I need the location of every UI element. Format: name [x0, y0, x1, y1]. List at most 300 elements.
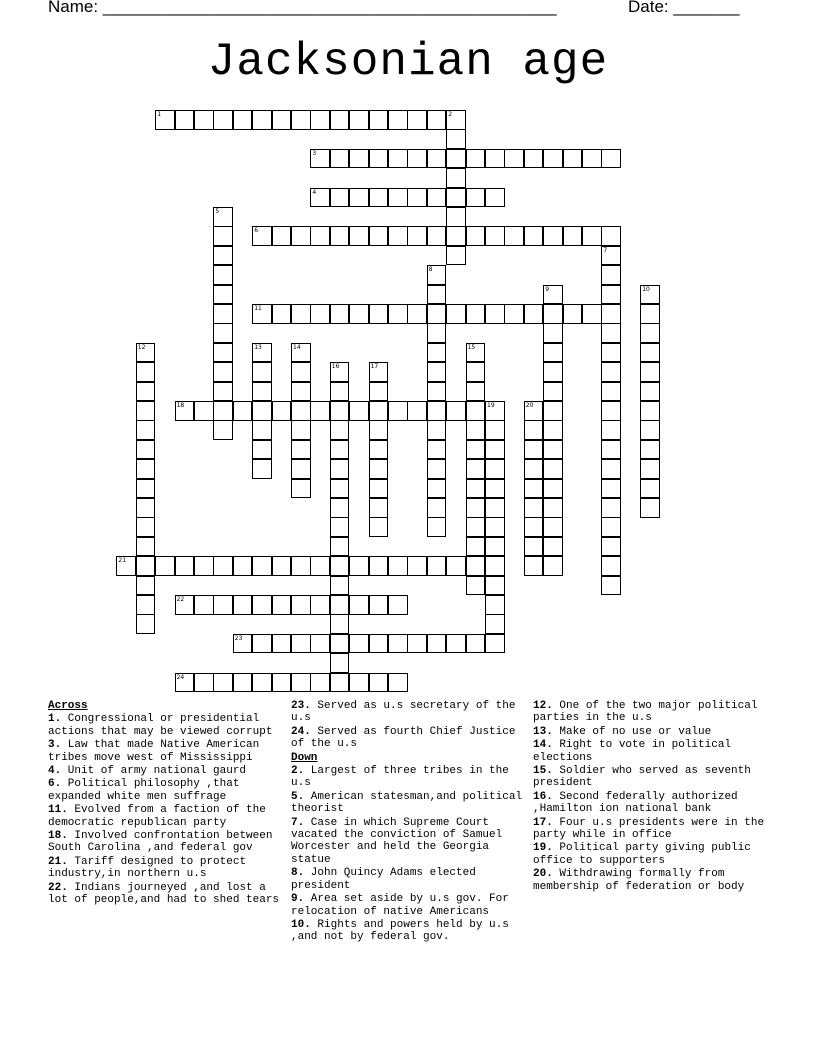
grid-cell[interactable] [427, 149, 447, 169]
grid-cell[interactable] [330, 226, 350, 246]
grid-cell[interactable] [291, 110, 311, 130]
grid-cell[interactable] [601, 556, 621, 576]
grid-cell[interactable] [466, 362, 486, 382]
grid-cell[interactable] [601, 517, 621, 537]
grid-cell[interactable] [233, 595, 253, 615]
grid-cell[interactable] [369, 498, 389, 518]
grid-cell[interactable] [330, 614, 350, 634]
grid-cell[interactable] [155, 556, 175, 576]
grid-cell[interactable] [330, 382, 350, 402]
grid-cell[interactable] [466, 556, 486, 576]
grid-cell[interactable] [543, 440, 563, 460]
grid-cell[interactable] [369, 188, 389, 208]
grid-cell[interactable] [310, 110, 330, 130]
grid-cell[interactable] [136, 576, 156, 596]
grid-cell[interactable] [330, 634, 350, 654]
grid-cell[interactable] [543, 459, 563, 479]
grid-cell[interactable] [136, 595, 156, 615]
grid-cell[interactable] [524, 149, 544, 169]
grid-cell[interactable] [330, 517, 350, 537]
grid-cell[interactable] [252, 673, 272, 693]
grid-cell[interactable] [543, 498, 563, 518]
grid-cell[interactable] [136, 440, 156, 460]
grid-cell[interactable] [407, 149, 427, 169]
grid-cell[interactable] [446, 246, 466, 266]
grid-cell[interactable] [427, 343, 447, 363]
grid-cell[interactable] [427, 401, 447, 421]
grid-cell[interactable] [601, 420, 621, 440]
grid-cell[interactable] [485, 304, 505, 324]
grid-cell[interactable] [291, 226, 311, 246]
grid-cell[interactable] [524, 226, 544, 246]
grid-cell[interactable] [485, 576, 505, 596]
grid-cell[interactable] [601, 226, 621, 246]
grid-cell[interactable] [466, 401, 486, 421]
grid-cell[interactable] [310, 595, 330, 615]
grid-cell[interactable] [446, 304, 466, 324]
grid-cell[interactable] [369, 226, 389, 246]
grid-cell[interactable] [485, 634, 505, 654]
grid-cell[interactable] [330, 537, 350, 557]
grid-cell[interactable] [640, 323, 660, 343]
grid-cell[interactable] [330, 498, 350, 518]
grid-cell[interactable] [640, 498, 660, 518]
grid-cell[interactable] [388, 149, 408, 169]
grid-cell[interactable] [233, 673, 253, 693]
grid-cell[interactable] [213, 343, 233, 363]
grid-cell[interactable] [427, 382, 447, 402]
grid-cell[interactable] [213, 110, 233, 130]
grid-cell[interactable] [543, 401, 563, 421]
grid-cell[interactable] [485, 226, 505, 246]
grid-cell[interactable] [194, 110, 214, 130]
grid-cell[interactable] [446, 149, 466, 169]
grid-cell[interactable] [330, 420, 350, 440]
grid-cell[interactable] [136, 517, 156, 537]
grid-cell[interactable] [310, 673, 330, 693]
grid-cell[interactable] [213, 246, 233, 266]
grid-cell[interactable] [524, 498, 544, 518]
grid-cell[interactable] [446, 188, 466, 208]
grid-cell[interactable] [466, 459, 486, 479]
grid-cell[interactable] [349, 401, 369, 421]
grid-cell[interactable] [388, 226, 408, 246]
grid-cell[interactable] [504, 226, 524, 246]
grid-cell[interactable] [466, 517, 486, 537]
grid-cell[interactable] [136, 556, 156, 576]
grid-cell[interactable] [504, 149, 524, 169]
grid-cell[interactable] [427, 226, 447, 246]
grid-cell[interactable] [543, 420, 563, 440]
grid-cell[interactable] [272, 226, 292, 246]
grid-cell[interactable] [233, 556, 253, 576]
clue-down-15 [533, 765, 768, 790]
grid-cell[interactable] [330, 673, 350, 693]
grid-cell[interactable] [252, 110, 272, 130]
grid-cell[interactable] [252, 556, 272, 576]
clue-number: 12. [533, 700, 553, 712]
grid-cell[interactable] [601, 285, 621, 305]
grid-cell[interactable] [485, 149, 505, 169]
grid-cell[interactable] [310, 556, 330, 576]
grid-cell[interactable] [601, 479, 621, 499]
grid-cell[interactable] [466, 226, 486, 246]
grid-cell[interactable] [194, 673, 214, 693]
grid-cell[interactable] [213, 556, 233, 576]
grid-cell[interactable] [233, 401, 253, 421]
grid-cell[interactable] [407, 226, 427, 246]
grid-cell[interactable] [446, 226, 466, 246]
grid-cell[interactable] [310, 401, 330, 421]
grid-cell[interactable] [330, 440, 350, 460]
grid-cell[interactable] [213, 323, 233, 343]
grid-cell[interactable] [388, 304, 408, 324]
grid-cell[interactable] [213, 382, 233, 402]
grid-cell[interactable] [485, 556, 505, 576]
grid-cell[interactable] [330, 653, 350, 673]
grid-cell[interactable] [524, 440, 544, 460]
grid-cell[interactable] [543, 479, 563, 499]
grid-cell[interactable] [601, 537, 621, 557]
grid-cell[interactable] [291, 595, 311, 615]
grid-cell[interactable] [446, 634, 466, 654]
grid-cell[interactable] [272, 595, 292, 615]
grid-cell[interactable] [175, 110, 195, 130]
grid-cell[interactable] [330, 595, 350, 615]
grid-cell[interactable] [466, 634, 486, 654]
grid-cell[interactable] [427, 323, 447, 343]
grid-cell[interactable] [136, 498, 156, 518]
grid-cell[interactable] [543, 382, 563, 402]
grid-cell[interactable] [369, 382, 389, 402]
clue-text: Evolved from a faction of the democratic republican party [48, 804, 266, 829]
grid-cell[interactable] [330, 459, 350, 479]
grid-cell[interactable] [543, 517, 563, 537]
grid-cell[interactable] [485, 420, 505, 440]
grid-cell[interactable] [640, 401, 660, 421]
grid-cell[interactable] [407, 634, 427, 654]
grid-cell[interactable] [601, 304, 621, 324]
grid-cell[interactable] [291, 401, 311, 421]
grid-cell[interactable] [194, 556, 214, 576]
grid-cell[interactable] [252, 595, 272, 615]
grid-cell[interactable] [466, 382, 486, 402]
grid-cell[interactable] [601, 382, 621, 402]
grid-cell[interactable] [485, 537, 505, 557]
grid-cell[interactable] [446, 401, 466, 421]
grid-cell[interactable] [349, 149, 369, 169]
grid-cell[interactable] [466, 440, 486, 460]
grid-cell[interactable] [330, 110, 350, 130]
grid-cell[interactable] [543, 362, 563, 382]
grid-cell[interactable] [213, 673, 233, 693]
grid-cell[interactable] [640, 479, 660, 499]
grid-cell[interactable] [466, 304, 486, 324]
grid-cell[interactable] [291, 440, 311, 460]
grid-cell[interactable] [252, 459, 272, 479]
grid-cell[interactable] [369, 459, 389, 479]
grid-cell[interactable] [543, 556, 563, 576]
grid-cell[interactable] [213, 420, 233, 440]
grid-cell[interactable] [407, 110, 427, 130]
grid-cell[interactable] [466, 479, 486, 499]
grid-cell[interactable] [136, 537, 156, 557]
clue-across-22 [48, 882, 280, 907]
grid-cell[interactable] [291, 479, 311, 499]
grid-cell[interactable] [213, 401, 233, 421]
grid-cell[interactable] [310, 634, 330, 654]
grid-cell[interactable] [427, 188, 447, 208]
grid-cell[interactable] [407, 188, 427, 208]
grid-cell[interactable] [601, 459, 621, 479]
grid-cell[interactable] [330, 188, 350, 208]
grid-cell[interactable] [388, 595, 408, 615]
grid-cell[interactable] [136, 614, 156, 634]
grid-cell[interactable] [252, 440, 272, 460]
grid-cell[interactable] [485, 498, 505, 518]
grid-cell[interactable] [640, 420, 660, 440]
clue-across-6 [48, 778, 280, 803]
grid-cell[interactable] [252, 401, 272, 421]
grid-cell[interactable] [601, 343, 621, 363]
clue-text: Law that made Native American tribes move west of Mississippi [48, 739, 260, 764]
clue-number: 14. [533, 739, 553, 752]
grid-cell[interactable] [446, 207, 466, 227]
grid-cell[interactable] [543, 537, 563, 557]
grid-cell[interactable] [213, 362, 233, 382]
clue-text: Tariff designed to protect industry,in northern u.s [48, 855, 247, 881]
grid-cell[interactable] [640, 343, 660, 363]
grid-cell[interactable] [330, 149, 350, 169]
grid-cell[interactable] [582, 226, 602, 246]
grid-cell[interactable] [563, 304, 583, 324]
grid-cell[interactable] [369, 673, 389, 693]
grid-cell[interactable] [427, 459, 447, 479]
grid-cell[interactable] [330, 401, 350, 421]
grid-cell[interactable] [349, 188, 369, 208]
grid-cell[interactable] [369, 304, 389, 324]
grid-cell[interactable] [446, 129, 466, 149]
grid-cell[interactable] [330, 479, 350, 499]
clue-number-label: 8 [428, 266, 433, 274]
grid-cell[interactable] [640, 304, 660, 324]
grid-cell[interactable] [252, 382, 272, 402]
grid-cell[interactable] [369, 420, 389, 440]
grid-cell[interactable] [213, 265, 233, 285]
clue-number: 2. [291, 765, 305, 778]
grid-cell[interactable] [349, 110, 369, 130]
grid-cell[interactable] [601, 401, 621, 421]
grid-cell[interactable] [543, 323, 563, 343]
grid-cell[interactable] [291, 459, 311, 479]
grid-cell[interactable] [213, 304, 233, 324]
clue-number-label: 4 [312, 188, 317, 196]
grid-cell[interactable] [349, 673, 369, 693]
grid-cell[interactable] [524, 517, 544, 537]
grid-cell[interactable] [504, 304, 524, 324]
grid-cell[interactable] [524, 537, 544, 557]
clue-number: 3. [48, 739, 62, 752]
grid-cell[interactable] [349, 595, 369, 615]
grid-cell[interactable] [427, 556, 447, 576]
grid-cell[interactable] [466, 576, 486, 596]
grid-cell[interactable] [543, 343, 563, 363]
grid-cell[interactable] [310, 304, 330, 324]
grid-cell[interactable] [640, 440, 660, 460]
grid-cell[interactable] [252, 634, 272, 654]
grid-cell[interactable] [194, 401, 214, 421]
grid-cell[interactable] [136, 362, 156, 382]
grid-cell[interactable] [272, 556, 292, 576]
grid-cell[interactable] [601, 440, 621, 460]
grid-cell[interactable] [252, 420, 272, 440]
grid-cell[interactable] [291, 304, 311, 324]
grid-cell[interactable] [213, 285, 233, 305]
grid-cell[interactable] [485, 517, 505, 537]
grid-cell[interactable] [291, 634, 311, 654]
grid-cell[interactable] [466, 498, 486, 518]
grid-cell[interactable] [466, 537, 486, 557]
grid-cell[interactable] [272, 634, 292, 654]
grid-cell[interactable] [388, 556, 408, 576]
grid-cell[interactable] [601, 323, 621, 343]
grid-cell[interactable] [175, 556, 195, 576]
grid-cell[interactable] [543, 304, 563, 324]
grid-cell[interactable] [485, 440, 505, 460]
grid-cell[interactable] [369, 149, 389, 169]
grid-cell[interactable] [136, 382, 156, 402]
grid-cell[interactable] [563, 226, 583, 246]
grid-cell[interactable] [466, 188, 486, 208]
grid-cell[interactable] [407, 401, 427, 421]
grid-cell[interactable] [427, 304, 447, 324]
grid-cell[interactable] [601, 576, 621, 596]
clue-text: Largest of three tribes in the u.s [291, 765, 509, 790]
grid-cell[interactable] [388, 188, 408, 208]
clue-number-label: 16 [331, 363, 340, 371]
grid-cell[interactable] [466, 420, 486, 440]
grid-cell[interactable] [349, 226, 369, 246]
grid-cell[interactable] [601, 362, 621, 382]
grid-cell[interactable] [427, 498, 447, 518]
grid-cell[interactable] [272, 673, 292, 693]
clue-down-10 [291, 919, 523, 944]
clue-number: 17. [533, 816, 553, 829]
clue-text: Rights and powers held by u.s ,and not by federal gov. [291, 918, 509, 944]
grid-cell[interactable] [466, 149, 486, 169]
grid-cell[interactable] [272, 401, 292, 421]
grid-cell[interactable] [524, 479, 544, 499]
grid-cell[interactable] [524, 556, 544, 576]
grid-cell[interactable] [601, 265, 621, 285]
grid-cell[interactable] [543, 226, 563, 246]
grid-cell[interactable] [213, 595, 233, 615]
grid-cell[interactable] [485, 459, 505, 479]
clue-number: 11. [48, 804, 68, 817]
grid-cell[interactable] [582, 304, 602, 324]
grid-cell[interactable] [136, 479, 156, 499]
grid-cell[interactable] [330, 556, 350, 576]
grid-cell[interactable] [601, 498, 621, 518]
grid-cell[interactable] [291, 556, 311, 576]
grid-cell[interactable] [427, 634, 447, 654]
grid-cell[interactable] [524, 420, 544, 440]
grid-cell[interactable] [582, 149, 602, 169]
grid-cell[interactable] [349, 304, 369, 324]
grid-cell[interactable] [427, 420, 447, 440]
grid-cell[interactable] [369, 634, 389, 654]
grid-cell[interactable] [640, 382, 660, 402]
grid-cell[interactable] [330, 576, 350, 596]
grid-cell[interactable] [427, 479, 447, 499]
grid-cell[interactable] [369, 401, 389, 421]
grid-cell[interactable] [272, 304, 292, 324]
grid-cell[interactable] [194, 595, 214, 615]
grid-cell[interactable] [407, 304, 427, 324]
grid-cell[interactable] [485, 188, 505, 208]
grid-cell[interactable] [369, 517, 389, 537]
grid-cell[interactable] [485, 479, 505, 499]
grid-cell[interactable] [543, 149, 563, 169]
grid-cell[interactable] [427, 440, 447, 460]
grid-cell[interactable] [291, 382, 311, 402]
grid-cell[interactable] [136, 420, 156, 440]
grid-cell[interactable] [640, 459, 660, 479]
grid-cell[interactable] [446, 556, 466, 576]
grid-cell[interactable] [330, 304, 350, 324]
grid-cell[interactable] [407, 556, 427, 576]
grid-cell[interactable] [272, 110, 292, 130]
grid-cell[interactable] [388, 401, 408, 421]
grid-cell[interactable] [640, 362, 660, 382]
grid-cell[interactable] [427, 362, 447, 382]
grid-cell[interactable] [427, 517, 447, 537]
grid-cell[interactable] [524, 459, 544, 479]
clue-number: 7. [291, 816, 305, 829]
grid-cell[interactable] [310, 226, 330, 246]
grid-cell[interactable] [369, 595, 389, 615]
grid-cell[interactable] [369, 110, 389, 130]
grid-cell[interactable] [349, 556, 369, 576]
down-heading: Down [291, 751, 318, 764]
grid-cell[interactable] [291, 673, 311, 693]
grid-cell[interactable] [485, 614, 505, 634]
grid-cell[interactable] [388, 110, 408, 130]
grid-cell[interactable] [601, 149, 621, 169]
grid-cell[interactable] [213, 226, 233, 246]
grid-cell[interactable] [291, 420, 311, 440]
grid-cell[interactable] [563, 149, 583, 169]
grid-cell[interactable] [136, 401, 156, 421]
grid-cell[interactable] [388, 634, 408, 654]
grid-cell[interactable] [388, 673, 408, 693]
grid-cell[interactable] [233, 110, 253, 130]
clue-text: Area set aside by u.s gov. For relocation of native Americans [291, 893, 509, 918]
grid-cell[interactable] [427, 110, 447, 130]
grid-cell[interactable] [369, 556, 389, 576]
clue-number-label: 14 [293, 343, 301, 351]
grid-cell[interactable] [349, 634, 369, 654]
grid-cell[interactable] [524, 304, 544, 324]
grid-cell[interactable] [369, 440, 389, 460]
grid-cell[interactable] [369, 479, 389, 499]
grid-cell[interactable] [136, 459, 156, 479]
grid-cell[interactable] [252, 362, 272, 382]
grid-cell[interactable] [427, 285, 447, 305]
grid-cell[interactable] [291, 362, 311, 382]
grid-cell[interactable] [446, 168, 466, 188]
grid-cell[interactable] [485, 595, 505, 615]
